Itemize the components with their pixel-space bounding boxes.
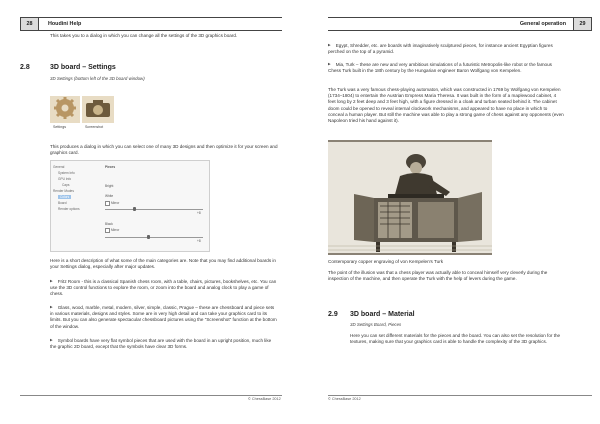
black-slider-track[interactable]: [105, 237, 203, 238]
black-slider-thumb[interactable]: [147, 235, 150, 239]
right-footer: © ChessBase 2012: [328, 397, 361, 401]
left-page-header: [20, 17, 282, 31]
mirror-checkbox[interactable]: [105, 201, 110, 206]
screenshot-camera-icon[interactable]: [82, 96, 114, 123]
settings-icons-figure: [50, 96, 114, 132]
white-slider-thumb[interactable]: [133, 207, 136, 211]
black-value: +8: [197, 239, 201, 243]
illusion-paragraph: The point of the illusion was that a chess player was actually able to conceal himself very cleverly during the inspection of the machine, and then operate the Turk with the help of levers during the game.: [328, 270, 548, 282]
intro-text: This takes you to a dialog in which you can change all the settings of the 3D graphics board.: [50, 33, 238, 38]
white-label: White: [105, 194, 114, 198]
panel-title: Pieces: [105, 165, 116, 169]
tree-item-render-modes[interactable]: Render Modes: [53, 189, 74, 193]
bright-label: Bright: [105, 184, 114, 188]
right-page-header: [328, 17, 592, 31]
tree-item-render-options[interactable]: Render options: [58, 207, 80, 211]
dialog-intro-text: This produces a dialog in which you can select one of many 3D designs and then optimize it for your screen and graphics card.: [50, 144, 278, 156]
tree-item-caps[interactable]: Caps: [62, 183, 70, 187]
left-footer-rule: [20, 395, 282, 396]
section-subtitle: 3D Settings (bottom left of the 3D board window): [50, 76, 145, 81]
section-2-9-title: 3D board – Material: [350, 311, 415, 318]
white-slider-track[interactable]: [105, 209, 203, 210]
tree-item-gpu-info[interactable]: GPU Info: [58, 177, 72, 181]
tree-item-system-info[interactable]: System Info: [58, 171, 75, 175]
bullet-egypt: ▶ Egypt, Shredder, etc. are boards with imaginatively sculptured pieces, for instance ancient Egyptian figures perched on the top of a pyramid.: [328, 42, 564, 55]
section-2-9-subtitle: 3D Settings Board, Pieces: [350, 322, 402, 327]
bullet-materials: ▶ Glass, wood, marble, metal, modern, silver, simple, classic, Prague – these are chessboard and piece sets in various materials, designs and styles. Some are in very high detail and can take your graphics card to its limits. But you can also generate spectacular chessboard pictures using the "Screenshot" function at the bottom of the window.: [50, 304, 278, 330]
mirror2-checkbox[interactable]: [105, 228, 110, 233]
black-label: Black: [105, 222, 113, 226]
bullet-symbol-boards: ▶ Symbol boards have very flat symbol pieces that are used with the board in an upright position, much like the graphic 2D board, except that the symbols have clear 3D forms.: [50, 337, 278, 350]
settings-tree: [53, 165, 101, 249]
mirror2-label: Mirror: [111, 228, 120, 232]
settings-gear-icon[interactable]: [50, 96, 80, 123]
engraving-caption: Contemporary copper engraving of von Kempelen's Turk: [328, 259, 444, 264]
right-page-number: 29: [573, 18, 592, 30]
tree-item-colors[interactable]: Colors: [60, 195, 70, 199]
white-value: +8: [197, 211, 201, 215]
tree-item-board[interactable]: Board: [58, 201, 67, 205]
pieces-panel: [103, 164, 207, 248]
settings-icon-label: Settings: [53, 125, 66, 129]
section-title: 3D board – Settings: [50, 64, 116, 71]
settings-dialog: [50, 160, 210, 252]
left-header-title: Houdini Help: [48, 21, 82, 27]
tree-item-general[interactable]: General: [53, 165, 65, 169]
screenshot-icon-label: Screenshot: [85, 125, 104, 129]
left-footer: © ChessBase 2012: [248, 397, 281, 401]
section-2-9-number: 2.9: [328, 311, 338, 318]
bullet-mia-turk: ▶ Mia, Turk – these are new and very ambitious simulations of a futuristic Metropolis-like robot or the famous Chess Turk built in the 18th century by the Hungarian engineer Baron Wolfgang von Kempelen.: [328, 61, 564, 74]
right-header-title: General operation: [519, 21, 566, 27]
section-number: 2.8: [20, 64, 30, 71]
turk-engraving-image: [328, 140, 492, 255]
left-page-number: 28: [20, 18, 39, 30]
mirror-label: Mirror: [111, 201, 120, 205]
bullet-fritz-room: ▶ Fritz Room - this is a classical Spanish chess room, with a table, chairs, pictures, bookshelves, etc. You can use the 3D control functions to explore the room, or zoom into the board and analog clock to play a game of chess.: [50, 278, 278, 298]
turk-paragraph: The Turk was a very famous chess-playing automaton, which was constructed in 1769 by Wolfgang von Kempelen (1734–1804) to entertain the Austrian Empress Maria Theresa. It was built in the form of a maplewood cabinet, 4 feet long by 2 feet deep and 3 feet high, with a figure dressed in a cloak and turban seated behind it. The cabinet doom could be opened to reveal internal clockwork mechanisms, and appeared to have no place in which to conceal a human player. But still the machine was able to play a strong game of chess against any opponents (even Napoleon tried his hand against it).: [328, 87, 564, 124]
section-2-9-text: Here you can set different materials for the pieces and the board. You can also set the resolution for the textures, making sure that your graphics card is able to handle the complexity of the 3D graphics.: [350, 333, 561, 345]
after-dialog-text: Here is a short description of what some of the main categories are. Note that you may find additional boards in your Settings dialog, especially after major updates.: [50, 258, 276, 270]
